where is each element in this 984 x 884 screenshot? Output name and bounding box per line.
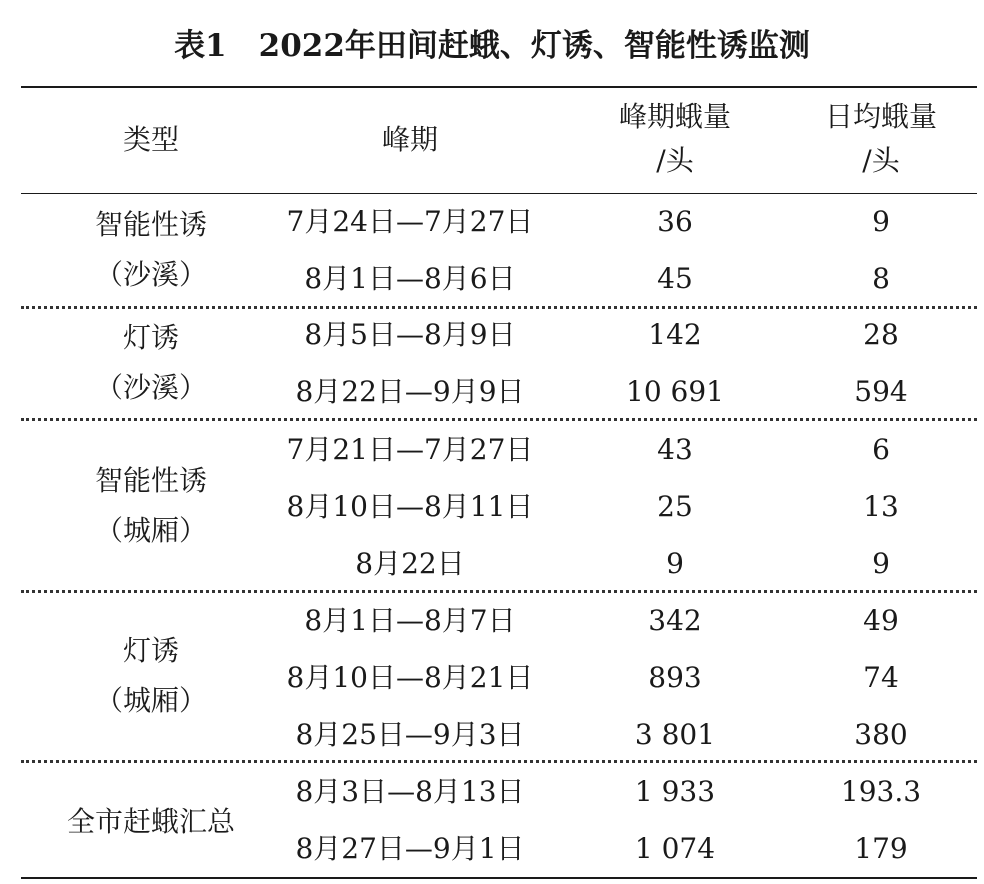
type-cell: [21, 797, 281, 847]
type-cell: [21, 456, 281, 556]
daily-avg-cell: 6: [872, 433, 890, 466]
daily-avg-cell: 13: [863, 490, 899, 523]
period-cell: 8月3日—8月13日: [295, 775, 525, 808]
peak-count-cell: 36: [657, 205, 693, 238]
type-line1: 灯诱: [122, 321, 179, 354]
bottom-rule: [21, 877, 977, 879]
type-line2: （城厢）: [94, 684, 207, 717]
header-rule: [21, 193, 977, 194]
type-cell: [21, 200, 281, 300]
type-line1: 智能性诱: [94, 208, 207, 241]
header-daily-avg-line1: 日均蛾量: [824, 100, 937, 133]
type-cell: [21, 626, 281, 726]
table-title: [0, 20, 984, 65]
type-line1: 智能性诱: [94, 464, 207, 497]
period-cell: 8月10日—8月11日: [286, 490, 534, 523]
daily-avg-cell: 74: [863, 661, 899, 694]
peak-count-cell: 10 691: [626, 375, 724, 408]
peak-count-cell: 1 074: [634, 832, 716, 865]
daily-avg-cell: 594: [854, 375, 908, 408]
period-cell: 8月1日—8月6日: [304, 262, 516, 295]
daily-avg-cell: 193.3: [840, 775, 922, 808]
group-divider: [21, 760, 977, 763]
daily-avg-cell: 9: [872, 547, 890, 580]
daily-avg-cell: 28: [863, 318, 899, 351]
period-cell: 8月22日—9月9日: [295, 375, 525, 408]
period-cell: 7月21日—7月27日: [286, 433, 534, 466]
header-daily-avg: [785, 95, 977, 183]
period-cell: 8月1日—8月7日: [304, 604, 516, 637]
peak-count-cell: 45: [657, 262, 693, 295]
table-number: 表1: [174, 28, 227, 64]
type-line2: （沙溪）: [94, 371, 207, 404]
period-cell: 8月22日: [355, 547, 465, 580]
header-peak-count: [565, 95, 785, 183]
period-cell: 7月24日—7月27日: [286, 205, 534, 238]
table-caption: 2022年田间赶蛾、灯诱、智能性诱监测: [258, 28, 810, 64]
daily-avg-cell: 179: [854, 832, 908, 865]
header-type: 类型: [122, 123, 179, 156]
peak-count-cell: 25: [657, 490, 693, 523]
type-cell: [21, 313, 281, 413]
group-divider: [21, 590, 977, 593]
group-divider: [21, 418, 977, 421]
period-cell: 8月27日—9月1日: [295, 832, 525, 865]
type-line1: 灯诱: [122, 634, 179, 667]
header-peak-period: 峰期: [381, 123, 438, 156]
daily-avg-cell: 9: [872, 205, 890, 238]
peak-count-cell: 142: [648, 318, 702, 351]
peak-count-cell: 342: [648, 604, 702, 637]
header-peak-count-line2: /头: [656, 144, 694, 177]
peak-count-cell: 1 933: [634, 775, 716, 808]
type-line1: 全市赶蛾汇总: [66, 805, 235, 838]
period-cell: 8月25日—9月3日: [295, 718, 525, 751]
header-daily-avg-line2: /头: [862, 144, 900, 177]
top-rule: [21, 86, 977, 88]
peak-count-cell: 43: [657, 433, 693, 466]
header-peak-count-line1: 峰期蛾量: [618, 100, 731, 133]
type-line2: （城厢）: [94, 514, 207, 547]
daily-avg-cell: 49: [863, 604, 899, 637]
peak-count-cell: 3 801: [634, 718, 716, 751]
daily-avg-cell: 8: [872, 262, 890, 295]
type-line2: （沙溪）: [94, 258, 207, 291]
peak-count-cell: 9: [666, 547, 684, 580]
period-cell: 8月5日—8月9日: [304, 318, 516, 351]
daily-avg-cell: 380: [854, 718, 908, 751]
peak-count-cell: 893: [648, 661, 702, 694]
period-cell: 8月10日—8月21日: [286, 661, 534, 694]
group-divider: [21, 306, 977, 309]
